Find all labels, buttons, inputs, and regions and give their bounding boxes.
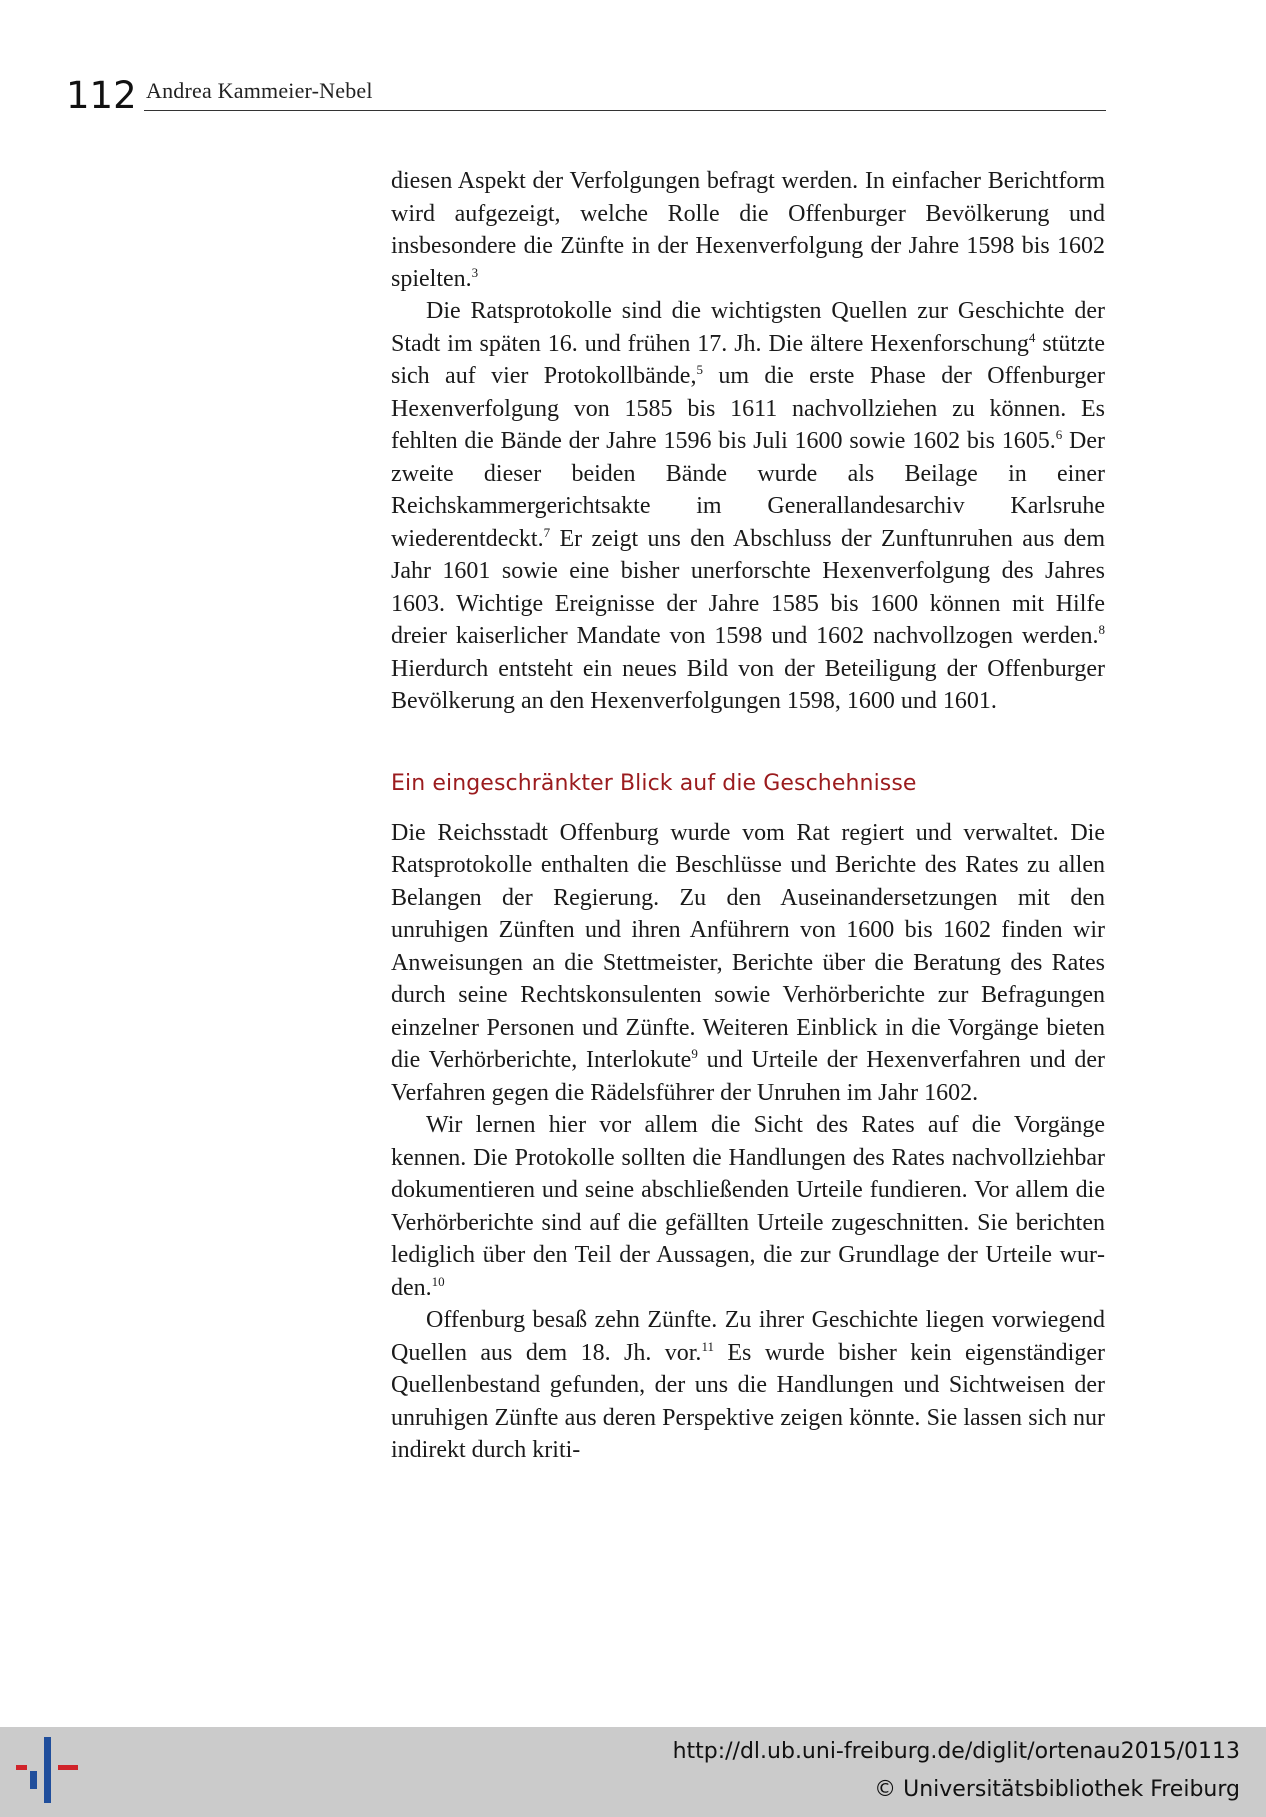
- footnote-ref[interactable]: 10: [431, 1273, 445, 1289]
- footnote-ref[interactable]: 11: [701, 1338, 714, 1354]
- logo-red-dash-right: [58, 1765, 78, 1770]
- page-number: 112: [66, 74, 137, 117]
- footnote-ref[interactable]: 8: [1098, 622, 1105, 637]
- logo-blue-bar-short: [30, 1771, 37, 1789]
- footnote-ref[interactable]: 9: [691, 1046, 698, 1061]
- running-head: Andrea Kammeier-Nebel: [146, 78, 373, 103]
- footnote-ref[interactable]: 3: [471, 264, 479, 280]
- header-rule: [144, 110, 1106, 111]
- footnote-ref[interactable]: 7: [543, 524, 551, 540]
- ub-freiburg-logo-icon[interactable]: [16, 1737, 80, 1803]
- logo-blue-bar-tall: [44, 1737, 51, 1803]
- main-text-column: [391, 165, 1105, 1467]
- footer-bar: [0, 1727, 1266, 1817]
- logo-red-dash-left: [16, 1765, 27, 1770]
- paragraph-2: Die Ratsprotokolle sind die wichtigsten Quellen zur Geschichte der Stadt im späten 16. und frühen 17. Jh. Die ältere Hexenforschung$^4$ stützte sich auf vier Protokollbände,$^5$ um die erste Phase der Offenburger Hexenverfolgung von 1585 bis 1611 nachvollziehen zu können. Es fehlten die Bände der Jahre 1596 bis Juli 1600 sowie 1602 bis 1605.$^6$ Der zweite dieser beiden Bände wurde als Beilage in einer Reichskammergerichtsakte im Generallandesarchiv Karlsruhe wiederentdeckt.$^7$ Er zeigt uns den Abschluss der Zunftunruhen aus dem Jahr 1601 sowie eine bisher unerforschte Hexenverfolgung des Jahres 1603. Wichtige Ereignisse der Jahre 1585 bis 1600 können mit Hilfe dreier kaiserlicher Mandate von 1598 und 1602 nachvollzogen werden.$^8$ Hierdurch entsteht ein neues Bild von der Beteiligung der Offenburger Bevölkerung an den Hexenverfolgungen 1598, 1600 und 1601.: [391, 298, 1106, 714]
- footer-url-link[interactable]: http://dl.ub.uni-freiburg.de/diglit/ortenau2015/0113: [672, 1739, 1240, 1764]
- footer-copyright: © Universitätsbibliothek Freiburg: [874, 1777, 1240, 1802]
- footnote-ref[interactable]: 4: [1028, 329, 1036, 345]
- footnote-ref[interactable]: 6: [1055, 427, 1063, 442]
- paragraph-3: Die Reichsstadt Offenburg wurde vom Rat regiert und verwaltet. Die Ratsprotokolle enthalten die Beschlüsse und Berichte des Rates zu allen Belangen der Regierung. Zu den Auseinandersetzungen mit den unruhigen Zünften und ihren Anführern von 1600 bis 1602 finden wir Anweisungen an die Stettmeister, Berichte über die Beratung des Rates durch seine Rechtskonsulenten sowie Verhörberichte zur Befragungen einzelner Personen und Zünfte. Weiteren Einblick in die Vorgänge bieten die Verhörberichte, Interlokute$^9$ und Urteile der Hexenverfahren und der Verfahren gegen die Rädelsführer der Unruhen im Jahr 1602.: [391, 819, 1105, 1106]
- paragraph-5: Offenburg besaß zehn Zünfte. Zu ihrer Geschichte liegen vorwiegend Quellen aus dem 18. Jh. vor.$^{11}$ Es wurde bisher kein eigenständiger Quellenbestand gefunden, der uns die Handlungen und Sichtweisen der unruhigen Zünfte aus deren Perspektive zeigen könnte. Sie lassen sich nur indirekt durch kriti-: [391, 1307, 1105, 1463]
- paragraph-4: Wir lernen hier vor allem die Sicht des Rates auf die Vorgänge kennen. Die Protokolle sollten die Handlungen des Rates nachvollziehbar dokumentieren und seine abschließenden Urteile fundieren. Vor allem die Verhörberichte sind auf die gefällten Urteile zugeschnitten. Sie berichten lediglich über den Teil der Aussagen, die zur Grundlage der Urteile wurden.$^{10}$: [391, 1112, 1105, 1301]
- section-heading: Ein eingeschränkter Blick auf die Geschehnisse: [391, 770, 917, 796]
- paragraph-1: diesen Aspekt der Verfolgungen befragt werden. In einfacher Berichtform wird aufgezeigt, welche Rolle die Offenburger Bevölkerung und insbesondere die Zünfte in der Hexenverfolgung der Jahre 1598 bis 1602 spielten.$^3$: [391, 168, 1105, 292]
- footnote-ref[interactable]: 5: [696, 362, 703, 377]
